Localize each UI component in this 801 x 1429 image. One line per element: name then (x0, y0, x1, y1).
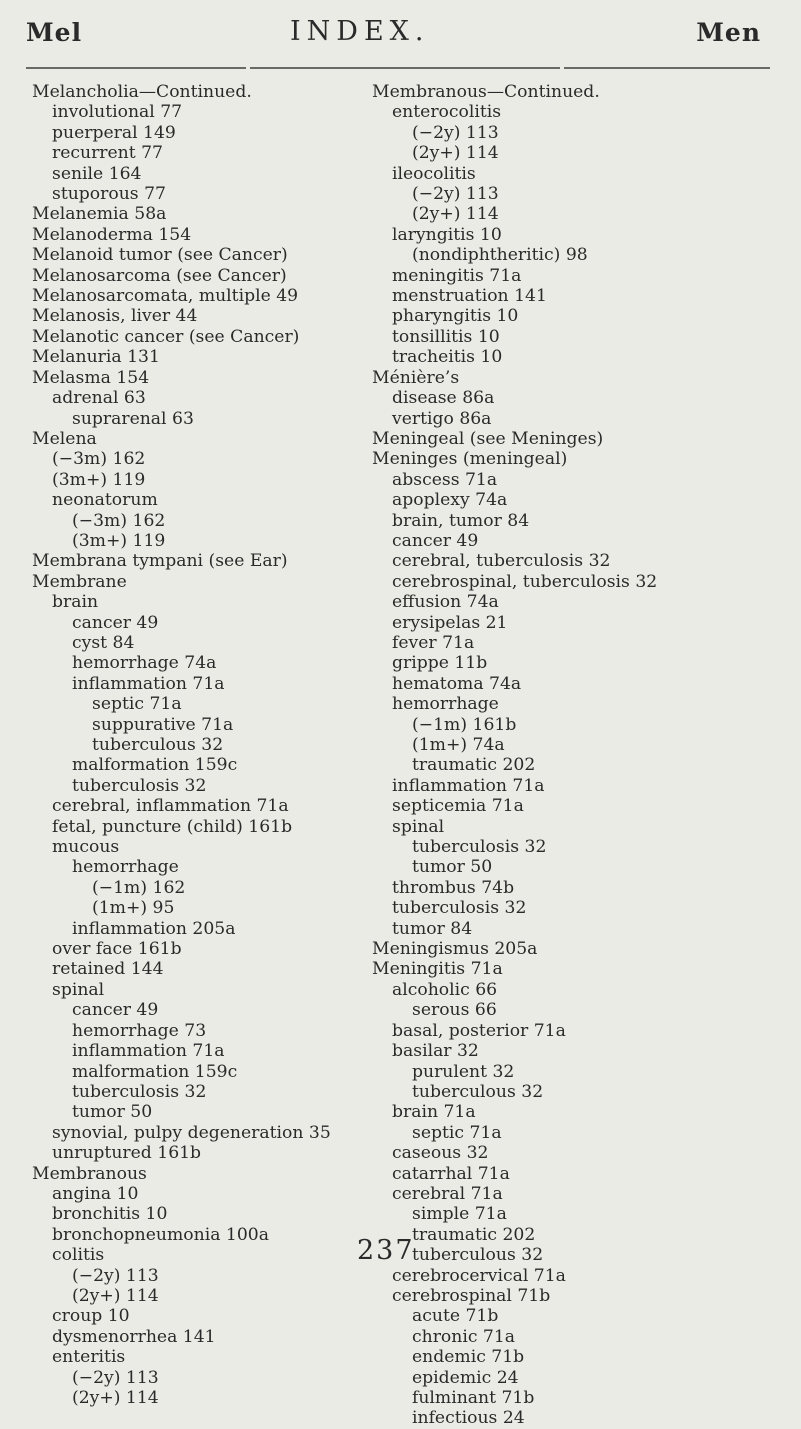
index-heading: Ménière’s (372, 367, 460, 388)
index-subentry: tuberculosis 32 (72, 1081, 207, 1102)
index-subentry: (−2y) 113 (412, 184, 499, 205)
index-subentry: vertigo 86a (392, 408, 492, 429)
index-subentry: epidemic 24 (412, 1367, 519, 1388)
index-subentry: hemorrhage (392, 694, 499, 715)
index-subentry: tumor 84 (392, 918, 473, 939)
index-subentry: tracheitis 10 (392, 347, 503, 368)
index-subentry: brain (52, 592, 99, 613)
index-subentry: chronic 71a (412, 1326, 516, 1347)
header-rule-left (26, 67, 246, 69)
index-subentry: alcoholic 66 (392, 979, 498, 1000)
index-column-right (372, 82, 792, 1429)
page-number: 237 (357, 1235, 415, 1266)
index-heading: Melanosarcoma (see Cancer) (32, 265, 287, 286)
index-subentry: (3m+) 119 (52, 469, 146, 490)
index-heading: Membrane (32, 571, 127, 592)
index-subentry: acute 71b (412, 1306, 499, 1327)
index-subentry: colitis (52, 1245, 105, 1266)
index-subentry: (−3m) 162 (72, 510, 166, 531)
index-subentry: hemorrhage 74a (72, 653, 217, 674)
index-subentry: tuberculous 32 (412, 1081, 544, 1102)
index-heading: Melancholia—Continued. (32, 82, 252, 102)
index-subentry: traumatic 202 (412, 755, 536, 776)
index-subentry: croup 10 (52, 1306, 130, 1327)
index-subentry: brain, tumor 84 (392, 510, 530, 531)
index-subentry: bronchitis 10 (52, 1204, 168, 1225)
index-subentry: fulminant 71b (412, 1388, 535, 1408)
index-subentry: infectious 24 (412, 1408, 525, 1429)
index-subentry: thrombus 74b (392, 877, 515, 898)
index-subentry: menstruation 141 (392, 286, 547, 307)
index-subentry: tuberculous 32 (412, 1245, 544, 1266)
index-subentry: serous 66 (412, 1000, 497, 1021)
index-subentry: enteritis (52, 1347, 126, 1368)
index-subentry: abscess 71a (392, 469, 498, 490)
running-head-title: INDEX. (290, 16, 430, 47)
index-subentry: retained 144 (52, 959, 164, 980)
index-column-left (32, 82, 362, 1408)
index-subentry: (1m+) 95 (92, 898, 175, 919)
index-subentry: brain 71a (392, 1102, 476, 1123)
index-subentry: erysipelas 21 (392, 612, 508, 633)
index-heading: Meninges (meningeal) (372, 449, 568, 470)
index-subentry: tuberculous 32 (92, 735, 224, 755)
index-subentry: synovial, pulpy degeneration 35 (52, 1122, 331, 1143)
index-subentry: (−1m) 161b (412, 714, 517, 735)
index-subentry: unruptured 161b (52, 1143, 202, 1164)
index-subentry: (2y+) 114 (412, 204, 499, 225)
index-subentry: inflammation 205a (72, 918, 236, 939)
index-subentry: cerebrospinal, tuberculosis 32 (392, 571, 658, 592)
index-subentry: simple 71a (412, 1204, 507, 1225)
index-subentry: over face 161b (52, 939, 182, 960)
index-subentry: hemorrhage 73 (72, 1020, 207, 1041)
index-subentry: recurrent 77 (52, 143, 163, 164)
index-subentry: (−3m) 162 (52, 449, 146, 470)
index-subentry: cerebral 71a (392, 1183, 503, 1204)
index-heading: Melanemia 58a (32, 204, 167, 225)
index-subentry: traumatic 202 (412, 1224, 536, 1245)
index-subentry: adrenal 63 (52, 388, 146, 409)
index-subentry: laryngitis 10 (392, 224, 502, 245)
index-subentry: septic 71a (412, 1122, 502, 1143)
index-subentry: meningitis 71a (392, 265, 522, 286)
index-subentry: grippe 11b (392, 653, 488, 674)
index-subentry: inflammation 71a (72, 673, 225, 694)
index-subentry: puerperal 149 (52, 122, 176, 143)
index-heading: Meningitis 71a (372, 959, 503, 980)
index-subentry: cerebrospinal 71b (392, 1285, 551, 1306)
index-subentry: cancer 49 (72, 612, 159, 633)
index-subentry: dysmenorrhea 141 (52, 1326, 216, 1347)
index-subentry: tumor 50 (412, 857, 493, 878)
running-head-right: Men (696, 18, 761, 47)
index-subentry: spinal (392, 816, 445, 837)
index-heading: Melasma 154 (32, 367, 150, 388)
index-heading: Membranous—Continued. (372, 82, 600, 102)
index-subentry: septicemia 71a (392, 796, 524, 817)
index-subentry: spinal (52, 979, 105, 1000)
index-heading: Membranous (32, 1163, 147, 1184)
index-subentry: basal, posterior 71a (392, 1020, 566, 1041)
index-subentry: (−2y) 113 (72, 1367, 159, 1388)
index-subentry: disease 86a (392, 388, 495, 409)
index-subentry: angina 10 (52, 1183, 139, 1204)
index-subentry: effusion 74a (392, 592, 499, 613)
index-subentry: suprarenal 63 (72, 408, 194, 429)
index-subentry: mucous (52, 837, 120, 858)
index-subentry: senile 164 (52, 163, 142, 184)
index-subentry: caseous 32 (392, 1143, 489, 1164)
index-subentry: malformation 159c (72, 755, 238, 776)
index-subentry: cerebral, tuberculosis 32 (392, 551, 611, 572)
index-subentry: suppurative 71a (92, 714, 234, 735)
running-head-left: Mel (26, 18, 83, 47)
header-rule-center (250, 67, 560, 69)
index-heading: Melanotic cancer (see Cancer) (32, 326, 300, 347)
index-heading: Membrana tympani (see Ear) (32, 551, 288, 572)
index-subentry: (−2y) 113 (412, 122, 499, 143)
index-subentry: fetal, puncture (child) 161b (52, 816, 293, 837)
index-heading: Melanuria 131 (32, 347, 160, 368)
index-subentry: septic 71a (92, 694, 182, 715)
index-subentry: tuberculosis 32 (72, 775, 207, 796)
index-heading: Melanoderma 154 (32, 224, 192, 245)
index-heading: Melanosis, liver 44 (32, 306, 198, 327)
index-subentry: neonatorum (52, 490, 158, 511)
index-subentry: cancer 49 (392, 530, 479, 551)
index-subentry: catarrhal 71a (392, 1163, 510, 1184)
index-subentry: cerebral, inflammation 71a (52, 796, 289, 817)
index-subentry: hemorrhage (72, 857, 179, 878)
index-subentry: purulent 32 (412, 1061, 515, 1082)
index-subentry: (2y+) 114 (412, 143, 499, 164)
index-subentry: (2y+) 114 (72, 1285, 159, 1306)
index-subentry: basilar 32 (392, 1041, 479, 1062)
index-subentry: (−1m) 162 (92, 877, 186, 898)
index-subentry: tumor 50 (72, 1102, 153, 1123)
index-subentry: fever 71a (392, 632, 475, 653)
index-subentry: hematoma 74a (392, 673, 522, 694)
index-subentry: cancer 49 (72, 1000, 159, 1021)
index-subentry: (3m+) 119 (72, 530, 166, 551)
index-subentry: (2y+) 114 (72, 1388, 159, 1408)
index-subentry: ileocolitis (392, 163, 476, 184)
index-subentry: (1m+) 74a (412, 735, 505, 755)
index-subentry: enterocolitis (392, 102, 502, 123)
header-rule-right (564, 67, 770, 69)
index-subentry: involutional 77 (52, 102, 183, 123)
index-subentry: bronchopneumonia 100a (52, 1224, 269, 1245)
index-subentry: cyst 84 (72, 632, 135, 653)
index-subentry: (nondiphtheritic) 98 (412, 245, 588, 266)
index-subentry: tuberculosis 32 (412, 837, 547, 858)
index-heading: Melanosarcomata, multiple 49 (32, 286, 299, 307)
index-subentry: tonsillitis 10 (392, 326, 500, 347)
index-subentry: (−2y) 113 (72, 1265, 159, 1286)
index-heading: Meningeal (see Meninges) (372, 428, 604, 449)
index-subentry: inflammation 71a (72, 1041, 225, 1062)
index-heading: Melanoid tumor (see Cancer) (32, 245, 288, 266)
index-subentry: malformation 159c (72, 1061, 238, 1082)
index-heading: Melena (32, 428, 97, 449)
index-subentry: inflammation 71a (392, 775, 545, 796)
index-subentry: apoplexy 74a (392, 490, 508, 511)
index-subentry: endemic 71b (412, 1347, 525, 1368)
index-heading: Meningismus 205a (372, 939, 538, 960)
index-subentry: cerebrocervical 71a (392, 1265, 566, 1286)
index-subentry: pharyngitis 10 (392, 306, 519, 327)
index-subentry: tuberculosis 32 (392, 898, 527, 919)
index-subentry: stuporous 77 (52, 184, 166, 205)
